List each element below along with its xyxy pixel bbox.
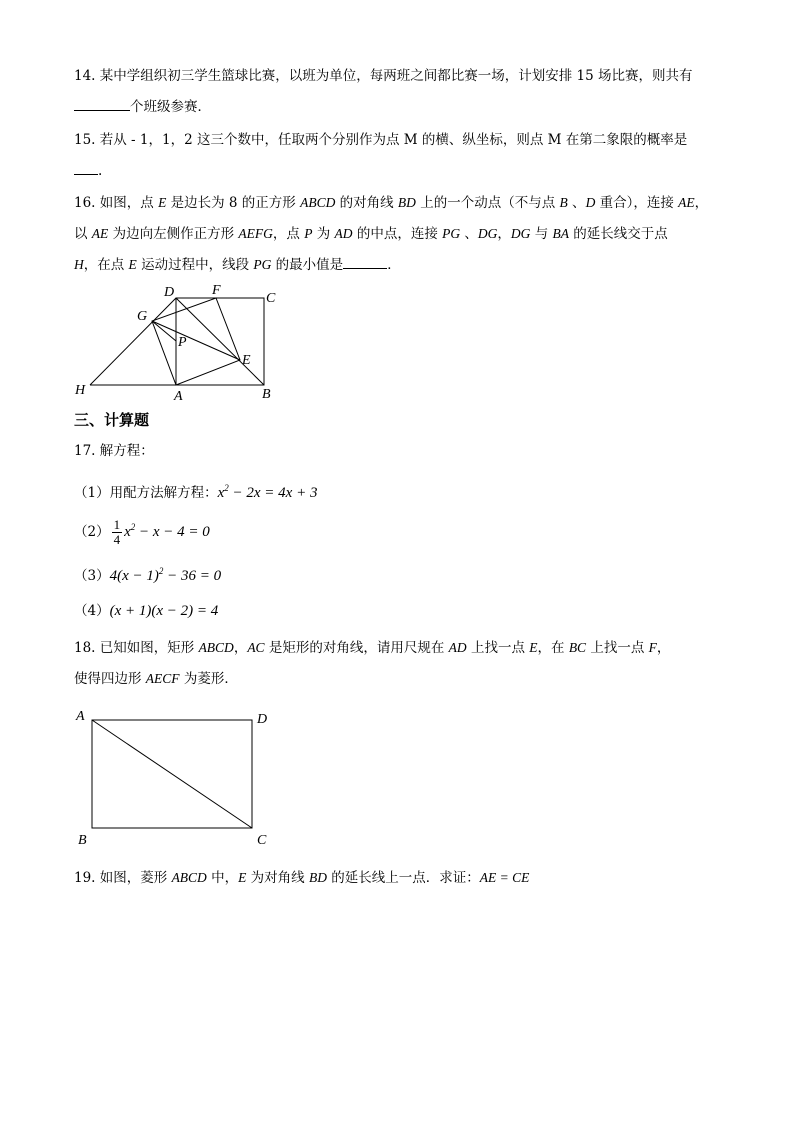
- q18-line1: 18. 已知如图，矩形 ABCD，AC 是矩形的对角线，请用尺规在 AD 上找一点 E，在 BC 上找一点 F，: [74, 640, 671, 656]
- label-c: C: [266, 291, 276, 306]
- q17-title: 17. 解方程：: [74, 443, 154, 459]
- label-e: E: [242, 353, 251, 368]
- q17-part2: （2） $\frac{1}{4}$ $x^2 - x - 4 = 0$: [74, 517, 210, 547]
- label-d: D: [257, 712, 268, 727]
- label-b: B: [78, 833, 87, 848]
- label-c: C: [257, 833, 267, 848]
- q18-line2: 使得四边形 AECF 为菱形．: [74, 671, 238, 687]
- q16-figure: [60, 278, 300, 406]
- q14-line1: 14. 某中学组织初三学生篮球比赛，以班为单位，每两班之间都比赛一场，计划安排 15 场比赛，则共有: [74, 68, 693, 84]
- q16-line1: 16. 如图，点 E 是边长为 8 的正方形 ABCD 的对角线 BD 上的一个动点（不与点 B 、D 重合），连接 AE，: [74, 195, 709, 211]
- label-h: H: [75, 383, 86, 398]
- label-p: P: [178, 335, 187, 350]
- label-a: A: [174, 389, 183, 404]
- square-aefg: [152, 298, 240, 385]
- label-f: F: [212, 283, 221, 298]
- q15-line2: .: [74, 161, 102, 181]
- q17-part4: （4）(x + 1)(x − 2) = 4: [74, 603, 219, 619]
- diagonal-bd: [176, 298, 264, 385]
- label-a: A: [76, 709, 85, 724]
- label-d: D: [164, 285, 175, 300]
- answer-blank[interactable]: [74, 162, 98, 175]
- q17-part3: $(3)4(x - 1)^2 - 36 = 0$: [74, 566, 222, 584]
- q16-line2: 以 AE 为边向左侧作正方形 AEFG，点 P 为 AD 的中点，连接 PG 、DG，DG 与 BA 的延长线交于点: [74, 226, 668, 242]
- label-b: B: [262, 387, 271, 402]
- section-heading: 三、计算题: [74, 411, 150, 429]
- q18-figure: [70, 706, 280, 852]
- q17-part1: （1）用配方法解方程：$x^2 - 2x = 4x + 3$: [74, 483, 318, 501]
- label-g: G: [137, 309, 148, 324]
- q16-line3: H，在点 E 运动过程中，线段 PG 的最小值是 ．: [74, 257, 401, 273]
- q14-line2: 个班级参赛．: [74, 97, 211, 117]
- q15-line1: 15. 若从 - 1，1，2 这三个数中，任取两个分别作为点 M 的横、纵坐标，则点 M 在第二象限的概率是: [74, 132, 688, 148]
- line-hd: [90, 298, 176, 385]
- answer-blank[interactable]: [74, 98, 130, 111]
- diagonal-ac: [92, 720, 252, 828]
- answer-blank[interactable]: [343, 256, 387, 269]
- q19-line: 19. 如图，菱形 ABCD 中，E 为对角线 BD 的延长线上一点．求证：AE = CE: [74, 870, 530, 886]
